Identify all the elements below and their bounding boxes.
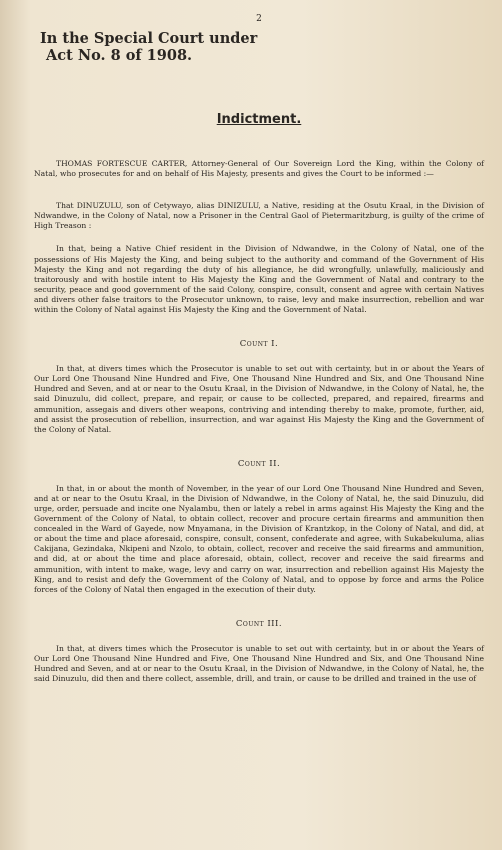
court-title (40, 30, 484, 64)
count-1-title: Count I. (239, 339, 279, 350)
court-title-line-1: In the Special Court under (40, 30, 258, 47)
indictment-heading: Indictment. (216, 112, 302, 127)
count-2-text: In that, in or about the month of November, in the year of our Lord One Thousand Nine Hundred and Seven, and at or near to the Osutu Kraal, in the Division of Ndwandwe, in the Colony of Natal, he, the said Dinuzulu, did urge, order, persuade and incite one Nyalambu, then or lately a rebel in arms against His Majesty the King and the Government of the Colony of Natal, to obtain collect, recover and procure certain firearms and ammunition then concealed in the Ward of Gayede, now Mnyamana, in the Division of Krantzkop, in the Colony of Natal, and did, at or about the time and place aforesaid, conspire, consult, consent, confederate and agree, with Sukabekuluma, alias Cakijana, Gezindaka, Nkipeni and Nzolo, to obtain, collect, recover and receive the said firearms and ammunition, and did, at or about the time and place aforesaid, obtain, collect, recover and receive the said firearms and ammunition, with intent to make, wage, levy and carry on war, insurrection and rebellion against His Majesty the King, and to resist and defy the Government of the Colony of Natal, and to oppose by force and arms the Police forces of the Colony of Natal then engaged in the execution of their duty. (34, 483, 484, 594)
count-3-text: In that, at divers times which the Prosecutor is unable to set out with certainty, but in or about the Years of Our Lord One Thousand Nine Hundred and Five, One Thousand Nine Hundred and Six, and One Thousand Nine Hundred and Seven, and at or near to the Osutu Kraal, in the Division of Ndwandwe, in the Colony of Natal, he, the said Dinuzulu, did then and there collect, assemble, drill, and train, or cause to be drilled and trained in the use of (34, 643, 484, 684)
accused-paragraph: That DINUZULU, son of Cetywayo, alias DINIZULU, a Native, residing at the Osutu Kraal, in the Division of Ndwandwe, in the Colony of Natal, now a Prisoner in the Central Gaol of Pietermaritzburg, is guilty of the crime of High Treason : (34, 201, 484, 231)
intro-paragraph: THOMAS FORTESCUE CARTER, Attorney-General of Our Sovereign Lord the King, within the Colony of Natal, who prosecutes for and on behalf of His Majesty, presents and gives the Court to be informed :— (34, 159, 484, 179)
page-number: 2 (256, 14, 262, 24)
count-2-title: Count II. (237, 458, 281, 469)
count-1-text: In that, at divers times which the Prosecutor is unable to set out with certainty, but in or about the Years of Our Lord One Thousand Nine Hundred and Five, One Thousand Nine Hundred and Six, and One Thousand Nine Hundred and Seven, and at or near to the Osutu Kraal, in the Division of Ndwandwe, in the Colony of Natal, he, the said Dinuzulu, did collect, prepare, and repair, or cause to be collected, prepared, and repaired, firearms and ammunition, assegais and divers other weapons, contriving and intending thereby to make, promote, further, aid, and assist the prosecution of rebellion, insurrection, and war against His Majesty the King and the Government of the Colony of Natal. (34, 364, 484, 434)
treason-paragraph: In that, being a Native Chief resident in the Division of Ndwandwe, in the Colony of Natal, one of the possessions of His Majesty the King, and being subject to the authority and command of the Government of His Majesty the King and not regarding the duty of his allegiance, he did wrongfully, unlawfully, maliciously and traitorously and with hostile intent to His Majesty the King and the Government of Natal and contrary to the security, peace and good government of the said Colony, conspire, consult, consent and agree with certain Natives and divers other false traitors to the Prosecutor unknown, to raise, levy and make insurrection, rebellion and war within the Colony of Natal against His Majesty the King and the Government of Natal. (34, 244, 484, 315)
court-title-line-2: Act No. 8 of 1908. (46, 47, 193, 64)
count-3-title: Count III. (235, 618, 283, 629)
